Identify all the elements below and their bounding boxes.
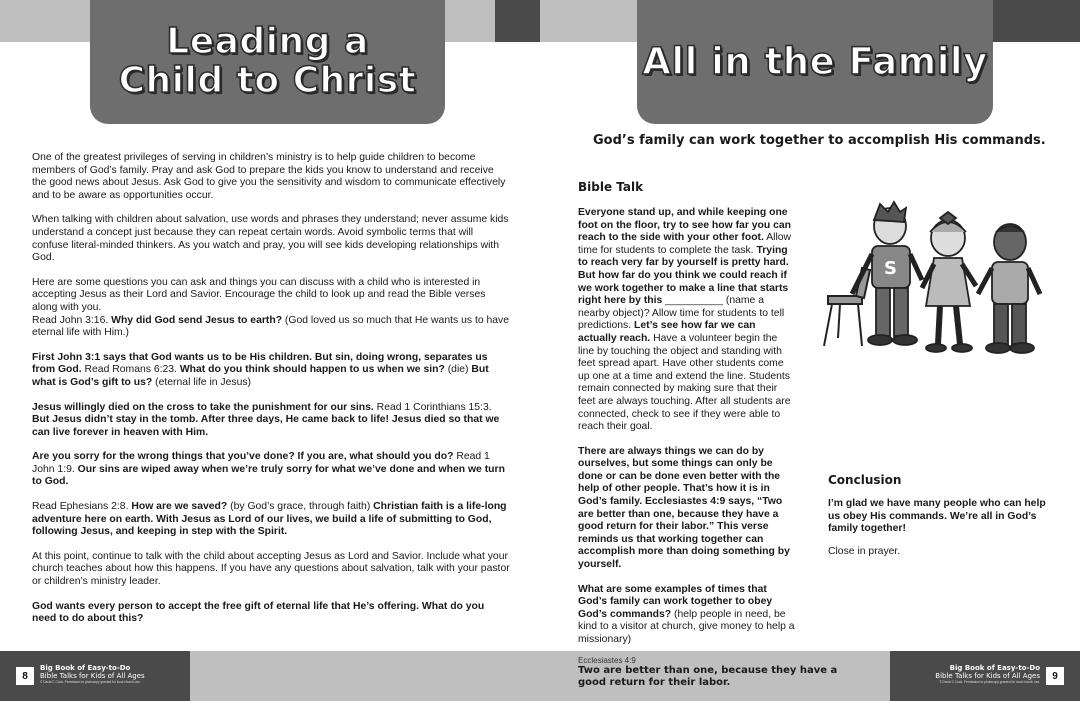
paragraph — [828, 498, 1048, 536]
bible-talk-heading: Bible Talk — [578, 180, 644, 194]
bold-run: What do you think should happen to us when we sin? — [179, 364, 445, 376]
kids-illustration — [810, 198, 1060, 368]
bold-run: But Jesus didn’t stay in the tomb. After three days, He came back to life! Jesus died so that we can live forever in heaven with Him. — [32, 414, 500, 438]
svg-text:S: S — [884, 258, 897, 279]
paragraph — [32, 214, 510, 264]
paragraph — [32, 451, 510, 489]
paragraph — [578, 584, 796, 647]
text-run: One of the greatest privileges of serving in children’s ministry is to help guide children to become members of God’s family. Pray and ask God to prepare the kids you know to understand and receive the good news about Jesus. Ask God to give you the sensitivity and wisdom to communicate effectively and to be aware as opportunities occur. — [32, 152, 506, 201]
paragraph — [32, 277, 510, 315]
paragraph — [32, 315, 510, 340]
right-page-title: All in the Family — [642, 40, 988, 84]
bold-run: Our sins are wiped away when we’re truly sorry for what we’ve done and when we turn to God. — [32, 463, 505, 488]
bold-run: I’m glad we have many people who can help us obey His commands. We’re all in God’s family together! — [828, 498, 1046, 535]
paragraph — [828, 546, 1048, 559]
book-title-line2-right: Bible Talks for Kids of All Ages — [935, 672, 1040, 680]
text-run: Here are some questions you can ask and things you can discuss with a child who is interested in accepting Jesus as their Lord and Savior. Encourage the child to look up and read the Bible verses along with you. — [32, 276, 486, 313]
footer-verse — [578, 656, 878, 689]
text-run: Close in prayer. — [828, 545, 901, 557]
text-run: Have a volunteer begin the line by touching the object and standing with feet spread apart. Have other students come up one at a time and extend the line. Students remain connected by making sure that their feet are always touching. After all students are connected, check to see if they were able to reach their goal. — [578, 332, 791, 433]
right-subtitle: God’s family can work together to accomplish His commands. — [593, 133, 1046, 148]
verse-line2: good return for their labor. — [578, 677, 731, 688]
verse-line1: Two are better than one, because they have a — [578, 665, 838, 676]
bold-run: How are we saved? — [131, 501, 228, 513]
paragraph — [32, 352, 510, 390]
book-title-line1: Big Book of Easy-to-Do — [40, 664, 131, 672]
children-group-icon — [810, 198, 1060, 368]
text-run: Read Ephesians 2:8. — [32, 501, 132, 513]
right-page-number: 9 — [1046, 667, 1064, 685]
paragraph — [32, 551, 510, 589]
footer-left-light — [190, 651, 540, 701]
paragraph — [32, 402, 510, 440]
text-run: Read 1 Corinthians 15:3. — [373, 401, 492, 413]
text-run: Read 1 John 1:9. — [32, 451, 490, 475]
text-run: (help people in need, be kind to a visitor at church, give money to help a missionary) — [578, 608, 795, 645]
right-title-box — [637, 0, 993, 124]
bold-run: There are always things we can do by ourselves, but some things can only be done or can be done even better with the help of other people. That’s how it is in God’s family. Ecclesiastes 4:9 says, “Two are better than one, because they have a good return for their labor.” This verse reminds us that working together can accomplish more than doing something by yourself. — [578, 445, 790, 571]
text-run: Read Romans 6:23. — [81, 364, 180, 376]
copyright-text-right: © David C Cook. Permission to photocopy granted for local church use. — [939, 680, 1040, 684]
text-run: (God loved us so much that He wants us to have eternal life with Him.) — [32, 314, 510, 339]
conclusion-text — [828, 498, 1048, 558]
left-book-info — [40, 664, 185, 684]
bold-run: Everyone stand up, and while keeping one foot on the floor, try to see how far you can reach to the side with your other foot. — [578, 207, 792, 244]
bible-talk-text — [578, 207, 796, 647]
bold-run: God wants every person to accept the free gift of eternal life that He’s offering. What do you need to do about this? — [32, 600, 485, 625]
bold-run: Why did God send Jesus to earth? — [111, 314, 283, 326]
bold-run: Trying to reach very far by yourself is pretty hard. But how far do you think we could reach if we work together to make a line that starts right here by this — [578, 244, 789, 307]
text-run: At this point, continue to talk with the child about accepting Jesus as Lord and Savior. Include what your church teaches about how this happens. If you have any questions about salvation, talk with your pastor or children’s ministry leader. — [32, 550, 510, 588]
text-run: (die) — [444, 364, 472, 376]
top-band-left-dark — [495, 0, 540, 42]
book-title-line1-right: Big Book of Easy-to-Do — [949, 664, 1040, 672]
bold-run: Let’s see how far we can actually reach. — [578, 320, 756, 344]
paragraph — [32, 501, 510, 539]
right-book-info — [895, 664, 1040, 684]
text-run: Read John 3:16. — [32, 314, 112, 326]
text-run: __________ (name a nearby object)? Allow time for students to tell predictions. — [578, 295, 785, 332]
left-page-number: 8 — [16, 667, 34, 685]
bold-run: Jesus willingly died on the cross to take the punishment for our sins. — [32, 401, 374, 413]
bold-run: What are some examples of times that God’s family can work together to obey God’s commands? — [578, 583, 773, 620]
paragraph — [578, 446, 796, 572]
text-run: When talking with children about salvation, use words and phrases they understand; never assume kids understand a concept just because they can repeat certain words. Avoid symbolic terms that will confuse literal-minded thinkers. As you watch and pray, you will see kids developing relationships with God. — [32, 214, 509, 264]
left-page-title: Leading a Child to Christ — [118, 21, 417, 101]
paragraph — [32, 152, 510, 202]
text-run: (by God’s grace, through faith) — [227, 501, 374, 513]
text-run: Allow time for students to complete the task. — [578, 232, 792, 256]
bold-run: Are you sorry for the wrong things that you’ve done? If you are, what should you do? — [32, 451, 454, 463]
bold-run: But what is God’s gift to us? — [32, 364, 489, 388]
verse-reference: Ecclesiastes 4:9 — [578, 656, 636, 665]
conclusion-heading: Conclusion — [828, 473, 902, 487]
left-title-box — [90, 0, 445, 124]
book-title-line2: Bible Talks for Kids of All Ages — [40, 672, 145, 680]
text-run: (eternal life in Jesus) — [152, 376, 252, 388]
bold-run: First John 3:1 says that God wants us to be His children. But sin, doing wrong, separates us from God. — [32, 351, 488, 376]
paragraph — [578, 207, 796, 434]
bold-run: Christian faith is a life-long adventure here on earth. With Jesus as Lord of our lives, we build a life of submitting to God, following Jesus, and keeping in step with the Spirit. — [32, 501, 507, 538]
copyright-text: © David C Cook. Permission to photocopy granted for local church use. — [40, 680, 141, 684]
paragraph — [32, 601, 510, 626]
left-body-text — [32, 152, 510, 626]
top-band-right-dark — [990, 0, 1080, 42]
